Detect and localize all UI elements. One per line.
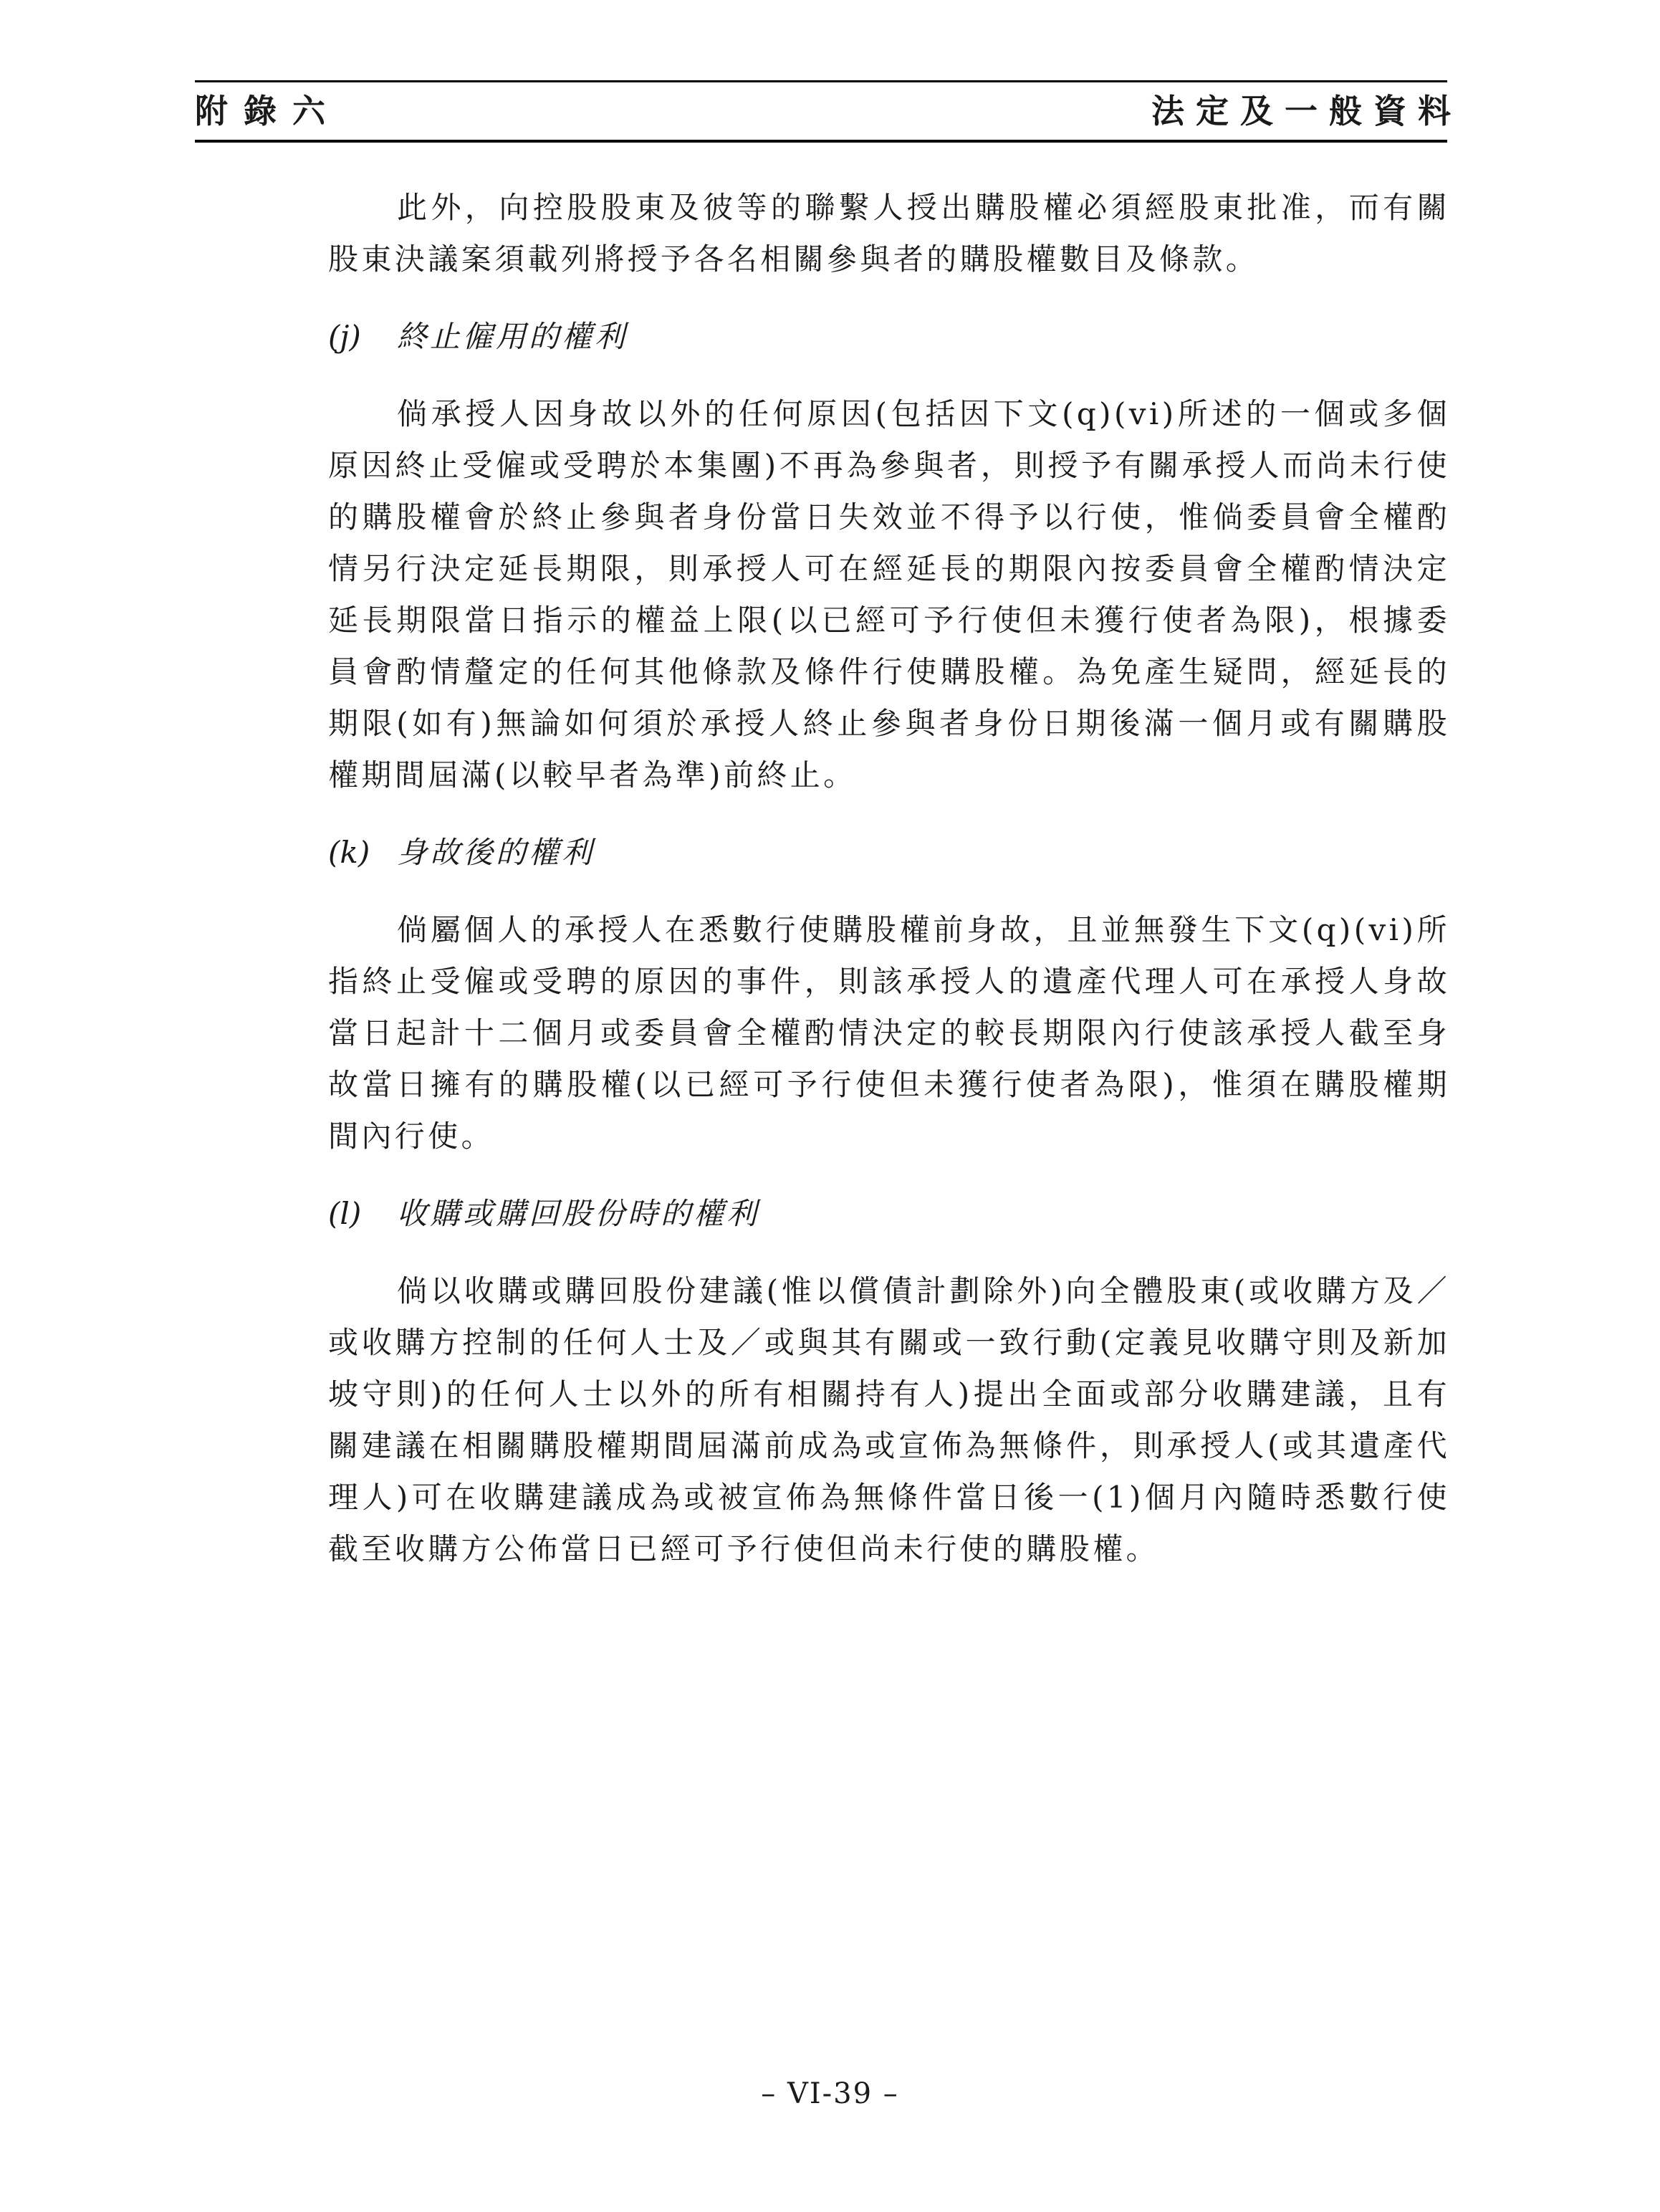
paragraph-takeover-rights: 倘以收購或購回股份建議(惟以償債計劃除外)向全體股東(或收購方及／或收購方控制的任何人士及／或與其有關或一致行動(定義見收購守則及新加坡守則)的任何人士以外的所有相關持有人)提出全面或部分收購建議，且有關建議在相關購股權期間屆滿前成為或宣佈為無條件，則承授人(或其遺產代理人)可在收購建議成為或被宣佈為無條件當日後一(1)個月內隨時悉數行使截至收購方公佈當日已經可予行使但尚未行使的購股權。 — [328, 1273, 1450, 1566]
section-title-l: 收購或購回股份時的權利 — [397, 1196, 760, 1231]
section-label-l: (l) — [328, 1196, 362, 1231]
paragraph-termination-rights: 倘承授人因身故以外的任何原因(包括因下文(q)(vi)所述的一個或多個原因終止受僱或受聘於本集團)不再為參與者，則授予有關承授人而尚未行使的購股權會於終止參與者身份當日失效並不得予以行使，惟倘委員會全權酌情另行決定延長期限，則承授人可在經延長的期限內按委員會全權酌情決定延長期限當日指示的權益上限(以已經可予行使但未獲行使者為限)，根據委員會酌情釐定的任何其他條款及條件行使購股權。為免產生疑問，經延長的期限(如有)無論如何須於承授人終止參與者身份日期後滿一個月或有關購股權期間屆滿(以較早者為準)前終止。 — [328, 396, 1450, 793]
section-title-k: 身故後的權利 — [397, 835, 595, 870]
section-heading-l — [328, 1188, 1450, 1240]
section-heading-j — [328, 311, 1450, 363]
header-appendix-title: 附錄六 — [195, 92, 341, 130]
document-body — [328, 182, 1450, 1575]
section-label-j: (j) — [328, 319, 361, 354]
header-section-title: 法定及一般資料 — [1151, 92, 1462, 130]
paragraph-death-rights: 倘屬個人的承授人在悉數行使購股權前身故，且並無發生下文(q)(vi)所指終止受僱或受聘的原因的事件，則該承授人的遺產代理人可在承授人身故當日起計十二個月或委員會全權酌情決定的較長期限內行使該承授人截至身故當日擁有的購股權(以已經可予行使但未獲行使者為限)，惟須在購股權期間內行使。 — [328, 912, 1450, 1154]
paragraph-controlling-shareholders: 此外，向控股股東及彼等的聯繫人授出購股權必須經股東批准，而有關股東決議案須載列將授予各名相關參與者的購股權數目及條款。 — [328, 190, 1450, 277]
header-bottom-rule — [195, 140, 1447, 143]
section-heading-k — [328, 827, 1450, 878]
page-number: – VI-39 – — [761, 2077, 899, 2110]
section-label-k: (k) — [328, 835, 370, 870]
section-title-j: 終止僱用的權利 — [397, 319, 628, 354]
header-top-rule — [195, 80, 1447, 82]
